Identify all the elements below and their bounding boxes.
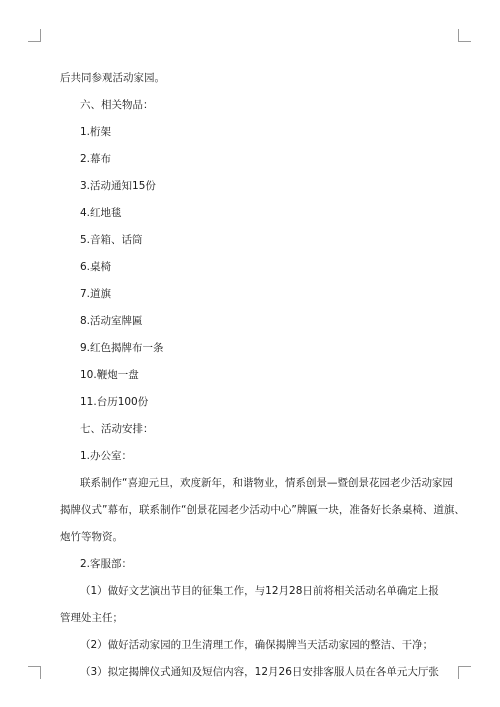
list-item: 11.台历100份 bbox=[80, 396, 149, 408]
section-heading-items: 六、相关物品： bbox=[80, 99, 154, 111]
paragraph-line: 管理处主任； bbox=[60, 612, 123, 624]
list-item: 2.幕布 bbox=[80, 153, 112, 165]
document-body bbox=[60, 65, 465, 679]
paragraph-line: 揭牌仪式”幕布，联系制作“创景花园老少活动中心”牌匾一块，准备好长条桌椅、道旗、 bbox=[60, 504, 465, 516]
list-item: 4.红地毯 bbox=[80, 207, 122, 219]
paragraph-line: （1）做好文艺演出节目的征集工作，与12月28日前将相关活动名单确定上报 bbox=[80, 585, 439, 597]
paragraph-line: （2）做好活动家园的卫生清理工作，确保揭牌当天活动家园的整洁、干净； bbox=[80, 639, 434, 651]
crop-mark-top-left bbox=[28, 29, 41, 42]
paragraph-line: 炮竹等物资。 bbox=[60, 531, 123, 543]
list-item: 9.红色揭牌布一条 bbox=[80, 342, 164, 354]
crop-mark-top-right bbox=[458, 29, 471, 42]
list-item: 8.活动室牌匾 bbox=[80, 315, 143, 327]
list-item: 7.道旗 bbox=[80, 288, 112, 300]
crop-mark-bottom-left bbox=[28, 666, 41, 679]
list-item: 5.音箱、话筒 bbox=[80, 234, 143, 246]
list-item: 1.桁架 bbox=[80, 126, 112, 138]
subsection-heading-service: 2.客服部： bbox=[80, 558, 133, 570]
paragraph-line: （3）拟定揭牌仪式通知及短信内容，12月26日安排客服人员在各单元大厅张 bbox=[80, 666, 439, 678]
list-item: 3.活动通知15份 bbox=[80, 180, 156, 192]
list-item: 6.桌椅 bbox=[80, 261, 112, 273]
section-heading-schedule: 七、活动安排： bbox=[80, 423, 154, 435]
subsection-heading-office: 1.办公室： bbox=[80, 450, 133, 462]
paragraph-continuation: 后共同参观活动家园。 bbox=[60, 72, 165, 84]
list-item: 10.鞭炮一盘 bbox=[80, 369, 139, 381]
paragraph-line: 联系制作“喜迎元旦，欢度新年，和谐物业，情系创景—暨创景花园老少活动家园 bbox=[80, 477, 453, 489]
